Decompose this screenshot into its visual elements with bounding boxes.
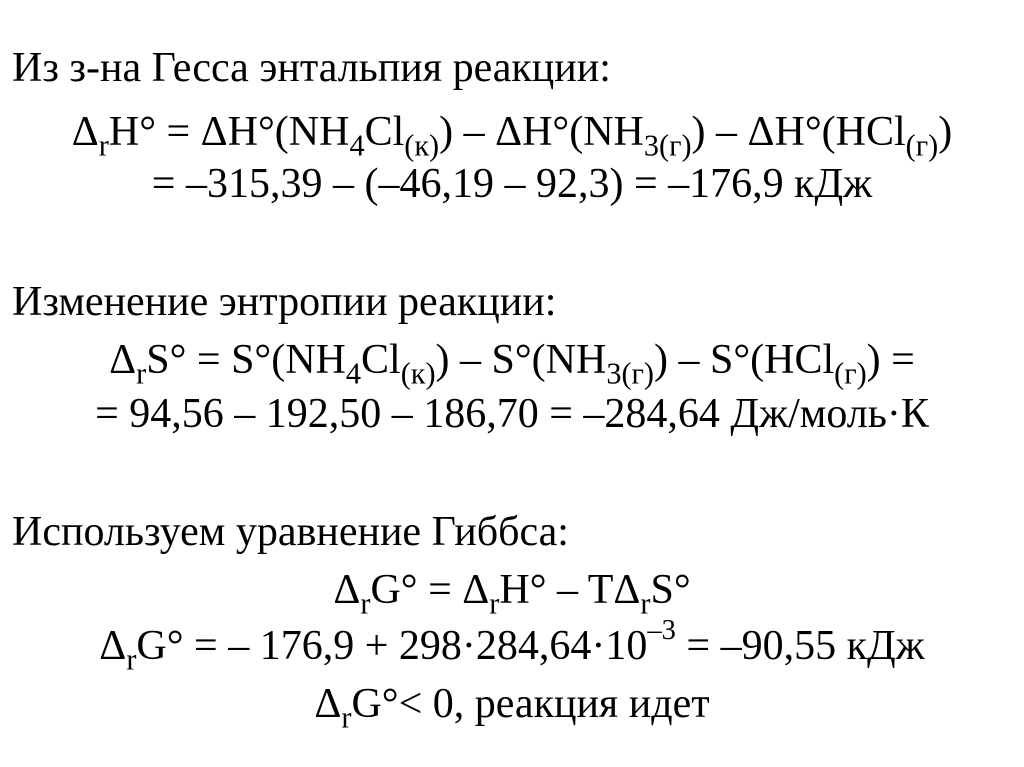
eq-subscript: r (640, 586, 651, 621)
eq-subscript: r (98, 128, 109, 163)
gibbs-heading: Используем уравнение Гиббса: (12, 509, 569, 555)
eq-subscript: (г) (905, 128, 939, 163)
eq-part: Δ (333, 567, 361, 613)
eq-subscript: (к) (404, 128, 440, 163)
eq-subscript: r (489, 586, 500, 621)
entropy-heading: Изменение энтропии реакции: (12, 279, 557, 325)
gibbs-equation (0, 566, 1024, 621)
eq-subscript: 3(г) (606, 356, 654, 391)
entropy-equation (0, 336, 1024, 391)
eq-part: ) = (866, 337, 915, 383)
eq-part: G°< 0, реакция идет (351, 681, 710, 727)
eq-subscript: 4 (345, 356, 362, 391)
eq-part: H° – TΔ (499, 567, 641, 613)
eq-part: G° = Δ (370, 567, 490, 613)
gibbs-calculation (0, 615, 1024, 677)
hess-result-equation: = –315,39 – (–46,19 – 92,3) = –176,9 кДж (151, 161, 873, 207)
entropy-result-equation: = 94,56 – 192,50 – 186,70 = –284,64 Дж/моль·К (95, 391, 929, 437)
gibbs-conclusion (0, 680, 1024, 735)
eq-part: ) – S°(HCl (653, 337, 835, 383)
eq-subscript: r (341, 700, 352, 735)
eq-part: Δ (109, 337, 137, 383)
eq-subscript: 4 (349, 128, 365, 163)
eq-part: ) (938, 109, 953, 155)
eq-part: Cl (361, 337, 401, 383)
eq-part: Δ (71, 109, 99, 155)
eq-part: Δ (99, 623, 127, 669)
eq-part: Cl (364, 109, 405, 155)
eq-superscript: –3 (647, 615, 676, 647)
eq-subscript: (к) (400, 356, 436, 391)
eq-part: ) – S°(NH (435, 337, 607, 383)
eq-part: ) – ΔH°(HCl (691, 109, 906, 155)
hess-heading: Из з-на Гесса энтальпия реакции: (12, 45, 611, 91)
hess-enthalpy-equation (0, 108, 1024, 163)
eq-part: = –90,55 кДж (675, 623, 925, 669)
eq-subscript: 3(г) (643, 128, 692, 163)
eq-part: S° (650, 567, 691, 613)
eq-subscript: r (126, 642, 137, 677)
eq-subscript: r (360, 586, 371, 621)
eq-subscript: r (136, 356, 147, 391)
eq-part: Δ (314, 681, 342, 727)
eq-part: ) – ΔH°(NH (439, 109, 644, 155)
eq-part: S° = S°(NH (146, 337, 346, 383)
eq-part: H° = ΔH°(NH (108, 109, 350, 155)
eq-subscript: (г) (834, 356, 867, 391)
eq-part: G° = – 176,9 + 298·284,64·10 (136, 623, 648, 669)
